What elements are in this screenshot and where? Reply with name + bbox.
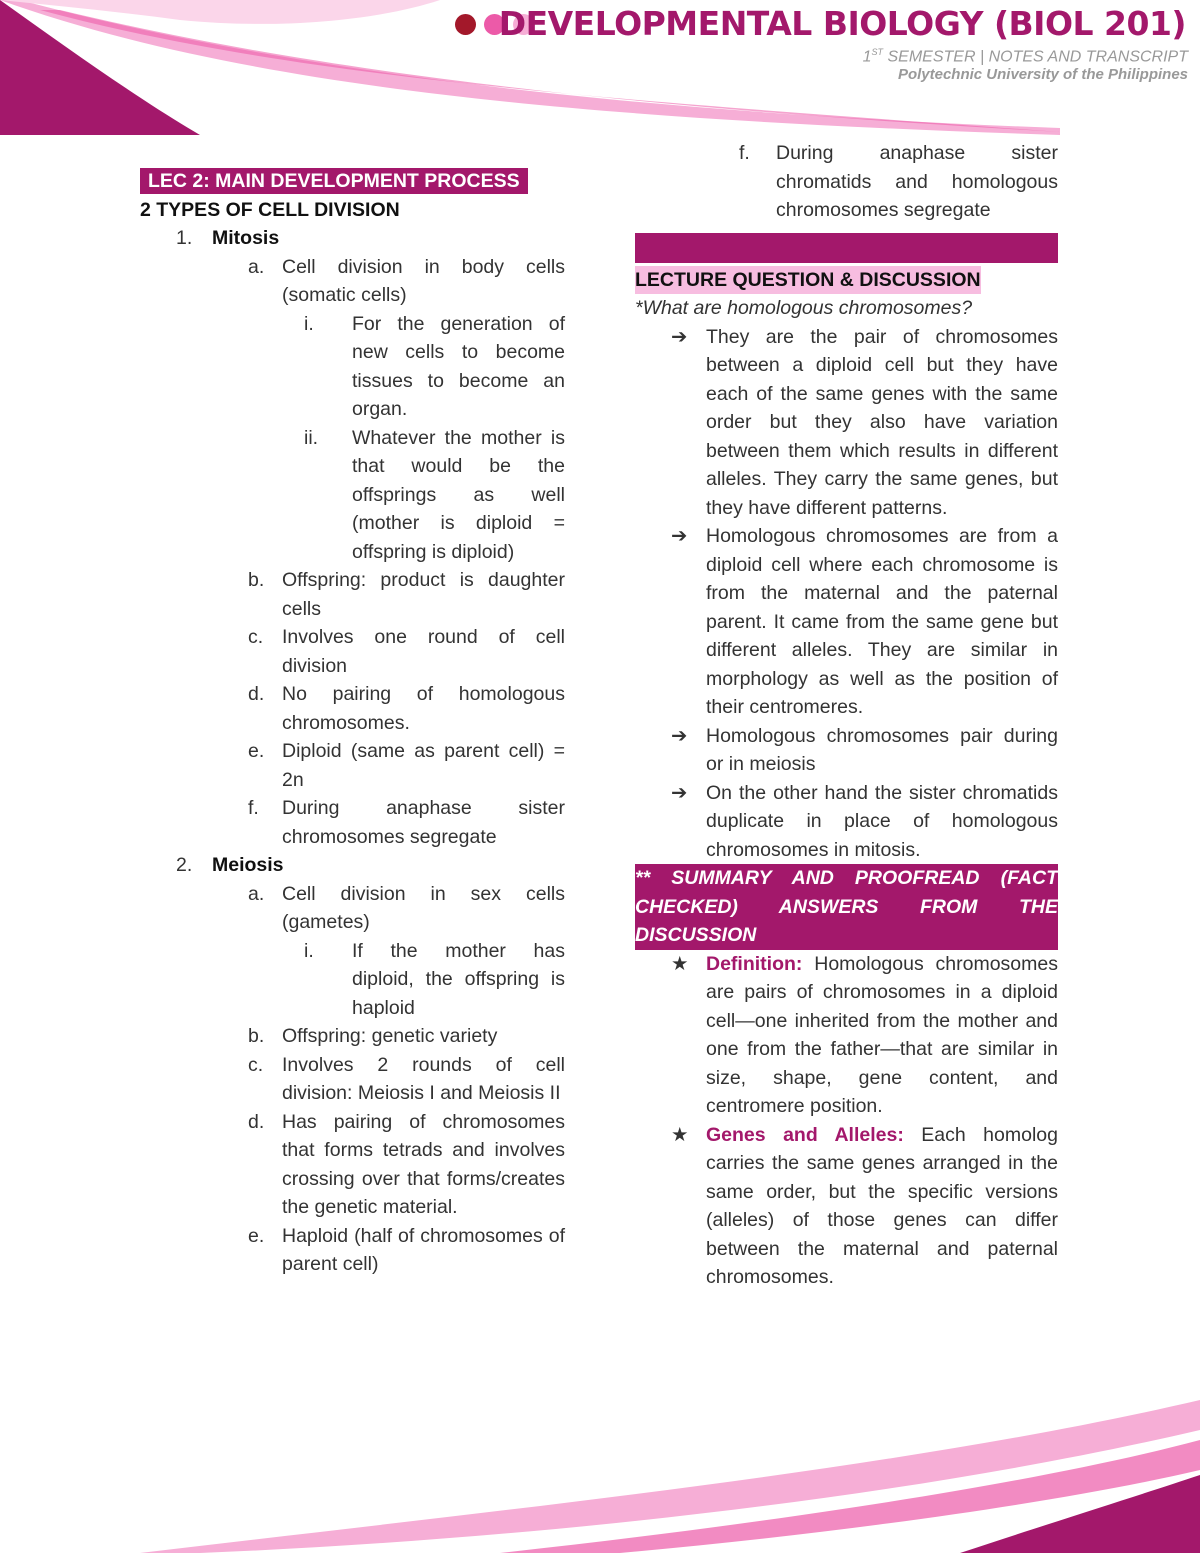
list-item: d. Has pairing of chromosomes that forms tetrads and involves crossing over that forms/creates the genetic material.	[248, 1110, 565, 1218]
arrow-icon: ➔	[671, 325, 688, 348]
list-item: ii. Whatever the mother is that would be the offsprings as well (mother is diploid = offspring is diploid)	[304, 426, 565, 563]
answer-item: ➔ Homologous chromosomes are from a diploid cell where each chromosome is from the maternal and the paternal parent. It came from the same gene but different alleles. They are similar in morphology as well as the position of their centromeres.	[635, 522, 1058, 722]
list-item: b. Offspring: genetic variety	[248, 1025, 498, 1047]
list-item: c. Involves one round of cell division	[248, 626, 565, 677]
lecture-label: LEC 2: MAIN DEVELOPMENT PROCESS	[140, 168, 528, 194]
arrow-icon: ➔	[671, 781, 688, 804]
header-university: Polytechnic University of the Philippines	[897, 66, 1188, 83]
answer-item: ➔ They are the pair of chromosomes between a diploid cell but they have each of the same genes with the same order but they also have variation between them which results in different alleles. They carry the same genes, but they have different patterns.	[635, 323, 1058, 523]
answer-item: ➔ Homologous chromosomes pair during or in meiosis	[635, 722, 1058, 779]
star-icon: ★	[671, 1123, 689, 1146]
list-item: e. Diploid (same as parent cell) = 2n	[248, 740, 565, 791]
summary-item: ★ Genes and Alleles: Each homolog carries the same genes arranged in the same order, but the specific versions (alleles) of those genes can differ between the maternal and paternal chromosomes.	[635, 1121, 1058, 1292]
header-semester: 1ST SEMESTER | NOTES AND TRANSCRIPT	[862, 47, 1188, 66]
arrow-icon: ➔	[671, 525, 688, 547]
meiosis-heading: 2. Meiosis	[176, 854, 284, 876]
list-item: e. Haploid (half of chromosomes of parent cell)	[248, 1224, 565, 1275]
arrow-icon: ➔	[671, 724, 688, 747]
section-title: 2 TYPES OF CELL DIVISION	[140, 198, 400, 221]
list-item: b. Offspring: product is daughter cells	[248, 569, 565, 620]
list-item: f. During anaphase sister chromosomes segregate	[248, 797, 565, 848]
summary-label: ** SUMMARY AND PROOFREAD (FACT CHECKED) ANSWERS FROM THE DISCUSSION	[635, 864, 1058, 950]
list-item: a. Cell division in sex cells (gametes)	[248, 882, 565, 933]
header-dot-1	[455, 14, 476, 35]
list-item: i. If the mother has diploid, the offspring is haploid	[304, 939, 565, 1019]
list-item: a. Cell division in body cells (somatic cells)	[248, 255, 565, 306]
answer-item: ➔ On the other hand the sister chromatids duplicate in place of homologous chromosomes in mitosis.	[635, 779, 1058, 865]
list-item: c. Involves 2 rounds of cell division: Meiosis I and Meiosis II	[248, 1053, 565, 1104]
list-item: d. No pairing of homologous chromosomes.	[248, 683, 565, 734]
header-title: DEVELOPMENTAL BIOLOGY (BIOL 201)	[498, 4, 1186, 43]
discussion-question: *What are homologous chromosomes?	[635, 297, 973, 319]
section-divider-bar	[635, 233, 1058, 263]
list-item: i. For the generation of new cells to become tissues to become an organ.	[304, 312, 565, 420]
left-column	[140, 167, 565, 1279]
summary-item: ★ Definition: Homologous chromosomes are pairs of chromosomes in a diploid cell—one inherited from the mother and one from the father—that are similar in size, shape, gene content, and centromere position.	[635, 950, 1058, 1121]
discussion-label: LECTURE QUESTION & DISCUSSION	[635, 266, 981, 294]
list-item: f. During anaphase sister chromatids and homologous chromosomes segregate	[739, 142, 1058, 221]
mitosis-heading: 1. Mitosis	[176, 227, 280, 249]
right-column	[635, 139, 1058, 1292]
star-icon: ★	[671, 952, 689, 975]
